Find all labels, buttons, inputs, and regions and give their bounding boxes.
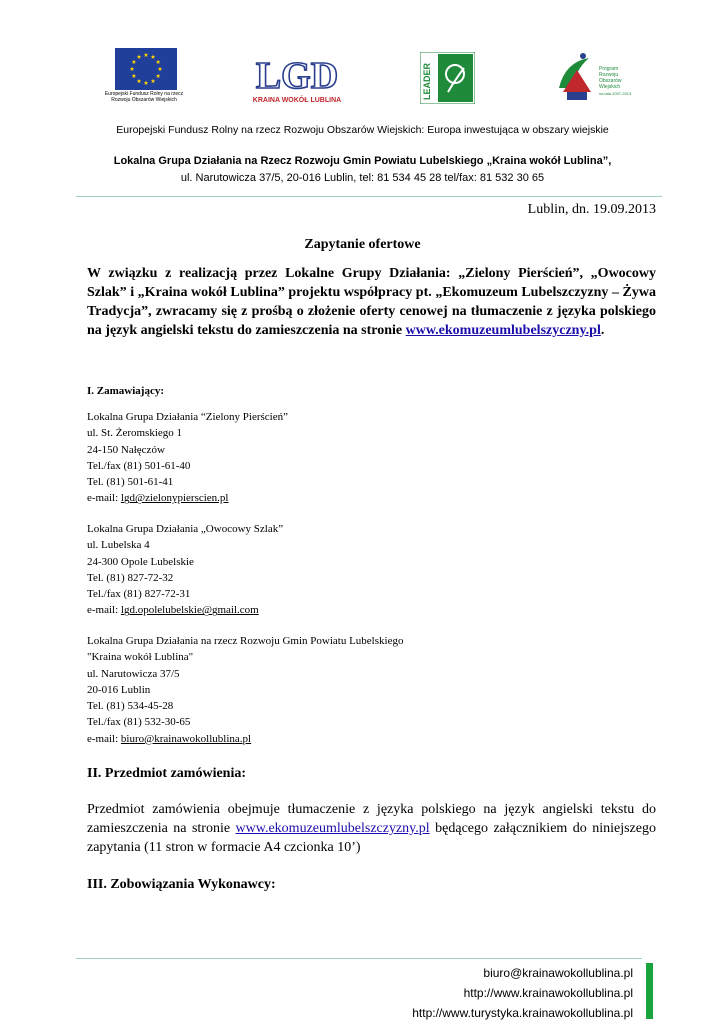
prow-line4: Wiejskich — [599, 84, 621, 90]
eu-fund-logo — [101, 48, 187, 108]
section3-title: III. Zobowiązania Wykonawcy: — [87, 877, 276, 892]
section2-link[interactable]: www.ekomuzeumlubelszczyzny.pl — [235, 821, 430, 836]
orderer2-street: ul. Lubelska 4 — [87, 539, 150, 552]
orderer3-block — [87, 633, 647, 747]
orderer2-email-label: e-mail: — [87, 604, 121, 617]
eu-star-icon — [132, 74, 137, 78]
orderer1-email-link[interactable]: lgd@zielonypierscien.pl — [120, 492, 229, 505]
orderer3-name2: "Kraina wokół Lublina" — [87, 651, 194, 664]
eu-star-icon — [132, 60, 137, 64]
footer-divider — [76, 958, 642, 959]
orderer1-email-label: e-mail: — [87, 492, 121, 505]
orderer2-email-link[interactable]: lgd.opolelubelskie@gmail.com — [120, 604, 259, 617]
orderer1-street: ul. St. Żeromskiego 1 — [87, 427, 183, 440]
document-date: Lublin, dn. 19.09.2013 — [527, 202, 656, 217]
lgd-caption: KRAINA WOKÓŁ LUBLINA — [252, 97, 342, 104]
orderer3-street: ul. Narutowicza 37/5 — [87, 667, 180, 680]
eu-caption-line1: Europejski Fundusz Rolny na rzecz — [104, 91, 184, 97]
prow-line1: Program — [599, 66, 619, 72]
footer-accent-bar — [646, 963, 653, 1019]
section2-paragraph — [87, 800, 656, 857]
orderer3-telfax: Tel./fax (81) 532-30-65 — [87, 716, 191, 729]
section2-text1: Przedmiot zamówienia obejmuje tłumaczenie z języka polskiego na język angielski tekstu do zamieszczenia na stronie — [87, 802, 656, 836]
orderer2-name: Lokalna Grupa Działania „Owocowy Szlak” — [87, 523, 284, 535]
section1-title: I. Zamawiający: — [87, 385, 164, 397]
eu-star-icon — [137, 54, 142, 58]
orderer1-block — [87, 409, 647, 507]
org-address: ul. Narutowicza 37/5, 20-016 Lublin, tel: 81 534 45 28 tel/fax: 81 532 30 65 — [180, 172, 545, 184]
orderer3-name: Lokalna Grupa Działania na rzecz Rozwoju Gmin Powiatu Lubelskiego — [87, 635, 404, 647]
lgd-kraina-logo — [247, 52, 347, 104]
orderer2-tel: Tel. (81) 827-72-32 — [87, 571, 174, 584]
eu-star-icon — [151, 54, 156, 58]
intro-text: W związku z realizacją przez Lokalne Grupy Działania: „Zielony Pierścień”, „Owocowy Szlak” i „Kraina wokół Lublina” projektu współpracy pt. „Ekomuzeum Lubelszczyzny – Żywa Tradycja”, zwracamy się z prośbą o złożenie oferty cenowej na tłumaczenie z języka polskiego na język angielski tekstu do zamieszczenia na stronie — [87, 266, 656, 338]
footer-email[interactable]: biuro@krainawokollublina.pl — [483, 966, 633, 980]
orderer1-city: 24-150 Nałęczów — [87, 443, 165, 456]
eu-star-icon — [144, 53, 149, 57]
orderer1-tel: Tel. (81) 501-61-41 — [87, 476, 174, 489]
intro-paragraph — [87, 264, 656, 340]
eu-star-icon — [156, 74, 161, 78]
eu-caption-line2: Rozwoju Obszarów Wiejskich — [111, 97, 177, 103]
leader-logo — [420, 52, 475, 104]
intro-end: . — [600, 323, 605, 338]
eu-star-icon — [158, 67, 163, 71]
orderer1-telfax: Tel./fax (81) 501-61-40 — [87, 459, 191, 472]
orderer1-name: Lokalna Grupa Działania “Zielony Pierścień” — [87, 411, 288, 423]
eu-star-icon — [137, 79, 142, 83]
prow-line2: Rozwoju — [599, 72, 619, 78]
eu-star-icon — [151, 79, 156, 83]
eu-star-icon — [156, 60, 161, 64]
orderer3-city: 20-016 Lublin — [87, 683, 151, 696]
section2-text2: będącego załącznikiem do niniejszego zapytania (11 stron w formacie A4 czcionka 10’) — [87, 821, 656, 855]
prow-line3: Obszarów — [599, 78, 622, 84]
prow-line5: na lata 2007-2013 — [599, 91, 632, 96]
header-divider — [76, 196, 662, 197]
org-name: Lokalna Grupa Działania na Rzecz Rozwoju Gmin Powiatu Lubelskiego „Kraina wokół Lublina”, — [113, 155, 612, 167]
eu-star-icon — [144, 81, 149, 85]
lgd-letters: LGD — [255, 55, 339, 97]
orderer3-email-link[interactable]: biuro@krainawokollublina.pl — [120, 732, 252, 745]
section2-title: II. Przedmiot zamówienia: — [87, 766, 247, 781]
footer-website[interactable]: http://www.krainawokollublina.pl — [463, 986, 633, 1000]
orderer3-email-label: e-mail: — [87, 732, 121, 745]
eu-flag-icon — [115, 48, 177, 90]
eu-star-icon — [130, 67, 135, 71]
leader-text: LEADER — [422, 62, 432, 100]
funding-line: Europejski Fundusz Rolny na rzecz Rozwoju Obszarów Wiejskich: Europa inwestująca w obszary wiejskie — [116, 124, 609, 136]
prow-logo — [555, 48, 645, 108]
intro-link[interactable]: www.ekomuzeumlubelszyczny.pl — [405, 323, 601, 338]
orderer2-telfax: Tel./fax (81) 827-72-31 — [87, 588, 191, 601]
orderer2-city: 24-300 Opole Lubelskie — [87, 555, 194, 568]
footer-tourism[interactable]: http://www.turystyka.krainawokollublina.pl — [412, 1006, 633, 1020]
orderer2-block — [87, 521, 647, 619]
document-title: Zapytanie ofertowe — [304, 237, 421, 252]
orderer3-tel: Tel. (81) 534-45-28 — [87, 700, 174, 713]
